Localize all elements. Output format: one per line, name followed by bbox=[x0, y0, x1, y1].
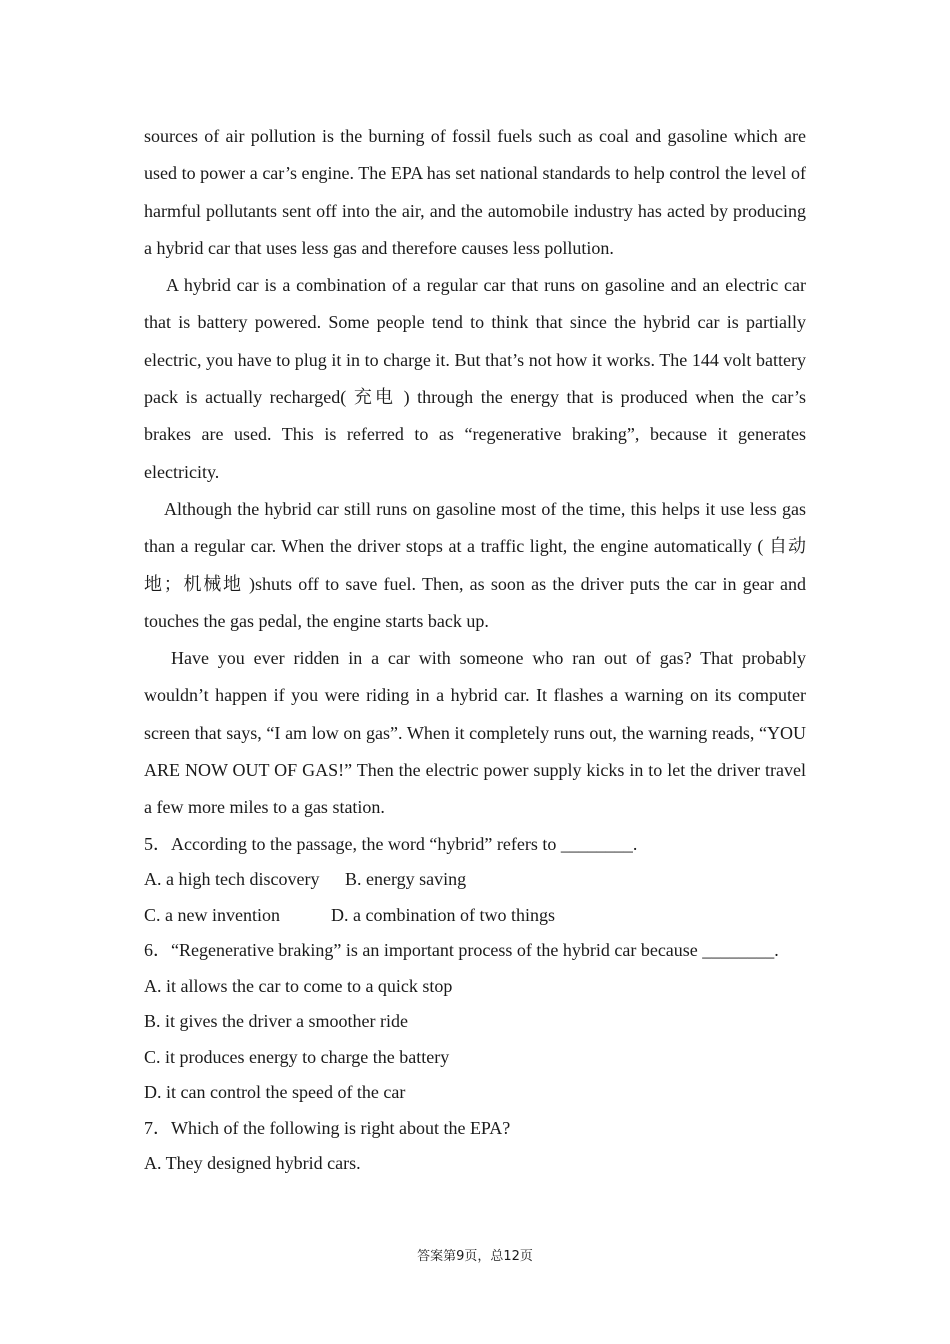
question-5-stem: 5．According to the passage, the word “hybrid” refers to ________. bbox=[144, 833, 638, 854]
passage-paragraph-2: A hybrid car is a combination of a regular car that runs on gasoline and an electric car that is battery powered. Some people tend to think that since the hybrid car is partially electric, you have to plug it in to charge it. But that’s not how it works. The 144 volt battery pack is actually recharged( 充电 ) through the energy that is produced when the car’s brakes are used. This is referred to as “regenerative braking”, because it generates electricity. bbox=[144, 275, 806, 482]
question-7-option-a: A. They designed hybrid cars. bbox=[144, 1153, 361, 1174]
passage-paragraph-4: Have you ever ridden in a car with someone who ran out of gas? That probably wouldn’t happen if you were riding in a hybrid car. It flashes a warning on its computer screen that says, “I am low on gas”. When it completely runs out, the warning reads, “YOU ARE NOW OUT OF GAS!” Then the electric power supply kicks in to let the driver travel a few more miles to a gas station. bbox=[144, 648, 806, 818]
question-5-options-row-1 bbox=[144, 862, 806, 898]
page-footer: 答案第9页，总12页 bbox=[417, 1249, 533, 1264]
passage-paragraph-1: sources of air pollution is the burning of fossil fuels such as coal and gasoline which are used to power a car’s engine. The EPA has set national standards to help control the level of harmful pollutants sent off into the air, and the automobile industry has acted by producing a hybrid car that uses less gas and therefore causes less pollution. bbox=[144, 126, 806, 258]
question-5-option-b: B. energy saving bbox=[345, 869, 467, 890]
question-6-option-d: D. it can control the speed of the car bbox=[144, 1082, 406, 1103]
question-6-option-b: B. it gives the driver a smoother ride bbox=[144, 1011, 408, 1032]
question-6-stem: 6．“Regenerative braking” is an important process of the hybrid car because ________. bbox=[144, 940, 779, 961]
question-5-option-c: C. a new invention bbox=[144, 904, 280, 925]
question-6-option-a: A. it allows the car to come to a quick stop bbox=[144, 975, 453, 996]
question-5-option-d: D. a combination of two things bbox=[331, 904, 555, 925]
document-body bbox=[144, 118, 806, 1182]
question-7-stem: 7．Which of the following is right about the EPA? bbox=[144, 1117, 511, 1138]
question-5-option-a: A. a high tech discovery bbox=[144, 869, 320, 890]
question-6-option-c: C. it produces energy to charge the battery bbox=[144, 1046, 450, 1067]
question-5-options-row-2 bbox=[144, 898, 806, 934]
passage-paragraph-3: Although the hybrid car still runs on gasoline most of the time, this helps it use less gas than a regular car. When the driver stops at a traffic light, the engine automatically ( 自动地；机械地 )shuts off to save fuel. Then, as soon as the driver puts the car in gear and touches the gas pedal, the engine starts back up. bbox=[144, 498, 806, 631]
